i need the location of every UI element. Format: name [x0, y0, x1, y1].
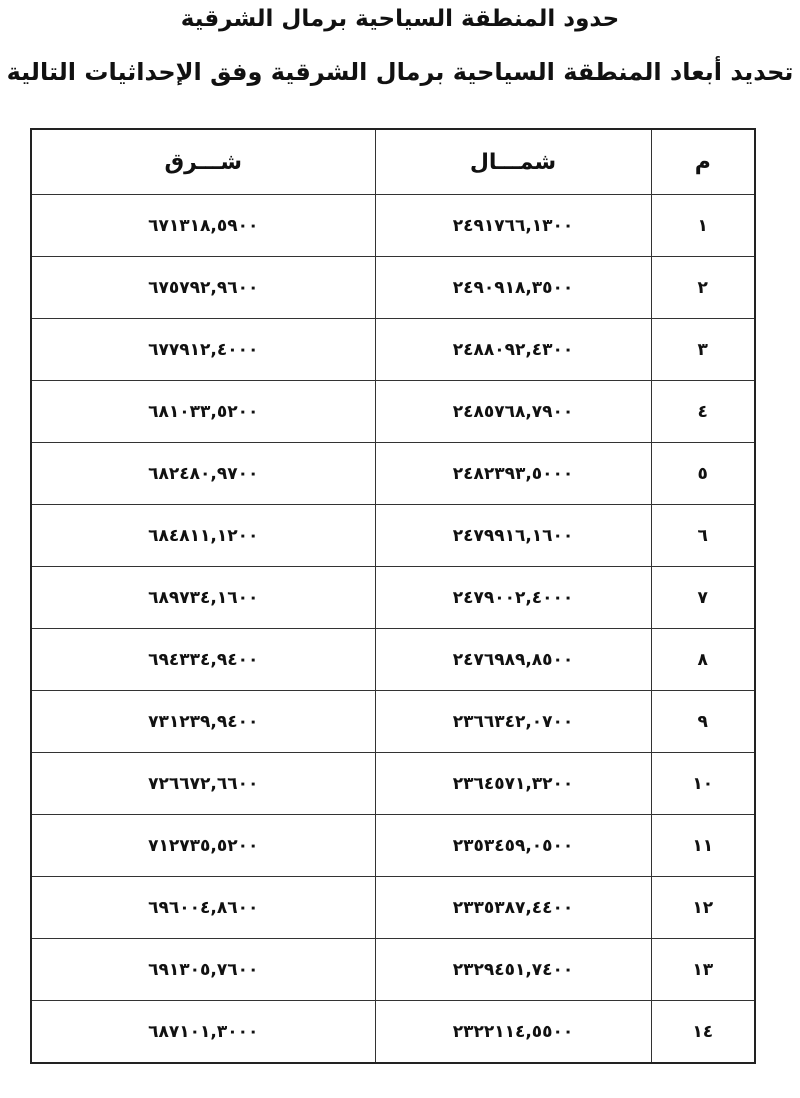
north-coordinate-cell: ٢٤٨٨٠٩٢,٤٣٠٠ — [375, 319, 651, 381]
row-index-cell: ٥ — [651, 443, 755, 505]
row-index-cell: ٢ — [651, 257, 755, 319]
row-index-cell: ١٠ — [651, 753, 755, 815]
table-row — [31, 1001, 755, 1064]
north-coordinate-cell: ٢٤٧٦٩٨٩,٨٥٠٠ — [375, 629, 651, 691]
row-index-cell: ٣ — [651, 319, 755, 381]
table-row — [31, 877, 755, 939]
east-coordinate-cell: ٦٨٧١٠١,٣٠٠٠ — [31, 1001, 375, 1064]
north-coordinate-cell: ٢٤٧٩٠٠٢,٤٠٠٠ — [375, 567, 651, 629]
table-row — [31, 443, 755, 505]
row-index-cell: ١١ — [651, 815, 755, 877]
east-coordinate-cell: ٦٨٢٤٨٠,٩٧٠٠ — [31, 443, 375, 505]
table-body — [31, 195, 755, 1064]
row-index-cell: ٤ — [651, 381, 755, 443]
row-index-cell: ٨ — [651, 629, 755, 691]
north-coordinate-cell: ٢٣٥٣٤٥٩,٠٥٠٠ — [375, 815, 651, 877]
north-coordinate-cell: ٢٤٩٠٩١٨,٣٥٠٠ — [375, 257, 651, 319]
table-row — [31, 567, 755, 629]
row-index-cell: ١ — [651, 195, 755, 257]
east-coordinate-cell: ٦٩٤٣٣٤,٩٤٠٠ — [31, 629, 375, 691]
north-coordinate-cell: ٢٣٦٦٣٤٢,٠٧٠٠ — [375, 691, 651, 753]
table-row — [31, 505, 755, 567]
north-coordinate-cell: ٢٤٨٢٣٩٣,٥٠٠٠ — [375, 443, 651, 505]
east-coordinate-cell: ٦٧٥٧٩٢,٩٦٠٠ — [31, 257, 375, 319]
table-row — [31, 629, 755, 691]
table-row — [31, 753, 755, 815]
east-coordinate-cell: ٦٩١٣٠٥,٧٦٠٠ — [31, 939, 375, 1001]
row-index-cell: ٩ — [651, 691, 755, 753]
east-coordinate-cell: ٦٧٧٩١٢,٤٠٠٠ — [31, 319, 375, 381]
header-row — [31, 129, 755, 195]
header-east: شـــرق — [31, 129, 375, 195]
east-coordinate-cell: ٦٧١٣١٨,٥٩٠٠ — [31, 195, 375, 257]
table-row — [31, 381, 755, 443]
north-coordinate-cell: ٢٣٣٥٣٨٧,٤٤٠٠ — [375, 877, 651, 939]
north-coordinate-cell: ٢٣٦٤٥٧١,٣٢٠٠ — [375, 753, 651, 815]
row-index-cell: ١٢ — [651, 877, 755, 939]
north-coordinate-cell: ٢٤٩١٧٦٦,١٣٠٠ — [375, 195, 651, 257]
table-row — [31, 939, 755, 1001]
document-title: حدود المنطقة السياحية برمال الشرقية — [180, 6, 620, 32]
document-subtitle: تحديد أبعاد المنطقة السياحية برمال الشرقية وفق الإحداثيات التالية — [6, 58, 794, 86]
north-coordinate-cell: ٢٤٨٥٧٦٨,٧٩٠٠ — [375, 381, 651, 443]
east-coordinate-cell: ٦٨٤٨١١,١٢٠٠ — [31, 505, 375, 567]
east-coordinate-cell: ٦٨١٠٣٣,٥٢٠٠ — [31, 381, 375, 443]
coordinates-table — [30, 128, 756, 1064]
east-coordinate-cell: ٦٩٦٠٠٤,٨٦٠٠ — [31, 877, 375, 939]
row-index-cell: ٧ — [651, 567, 755, 629]
row-index-cell: ٦ — [651, 505, 755, 567]
table-row — [31, 257, 755, 319]
east-coordinate-cell: ٧١٢٧٣٥,٥٢٠٠ — [31, 815, 375, 877]
east-coordinate-cell: ٧٣١٢٣٩,٩٤٠٠ — [31, 691, 375, 753]
table-row — [31, 319, 755, 381]
north-coordinate-cell: ٢٣٢٩٤٥١,٧٤٠٠ — [375, 939, 651, 1001]
row-index-cell: ١٤ — [651, 1001, 755, 1064]
table-row — [31, 195, 755, 257]
table-row — [31, 815, 755, 877]
header-index: م — [651, 129, 755, 195]
table-row — [31, 691, 755, 753]
north-coordinate-cell: ٢٤٧٩٩١٦,١٦٠٠ — [375, 505, 651, 567]
east-coordinate-cell: ٧٢٦٦٧٢,٦٦٠٠ — [31, 753, 375, 815]
header-north: شمـــال — [375, 129, 651, 195]
row-index-cell: ١٣ — [651, 939, 755, 1001]
table-header — [31, 129, 755, 195]
east-coordinate-cell: ٦٨٩٧٣٤,١٦٠٠ — [31, 567, 375, 629]
north-coordinate-cell: ٢٣٢٢١١٤,٥٥٠٠ — [375, 1001, 651, 1064]
